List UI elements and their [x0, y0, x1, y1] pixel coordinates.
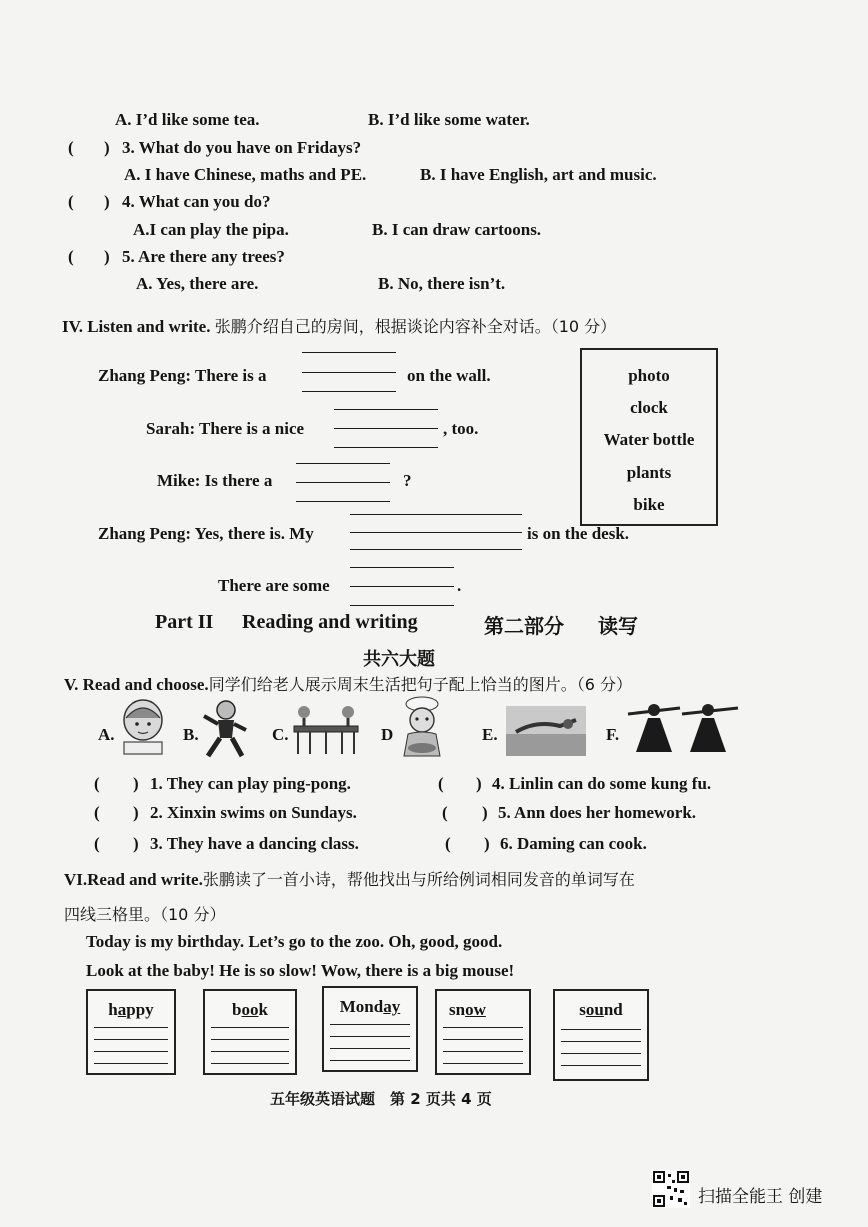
q5-question: 5. Are there any trees? [122, 247, 285, 266]
match-item-6: 6. Daming can cook. [500, 834, 647, 853]
part2-title-cn2: 读写 [598, 614, 638, 638]
q4-paren-close: ) [104, 192, 110, 211]
part2-title-en2: Reading and writing [242, 611, 418, 633]
dialog-line-5-after: . [457, 576, 462, 595]
section6-heading-cn2: 四线三格里。（10 分） [64, 905, 226, 924]
dialog-line-1-before: Zhang Peng: There is a [98, 366, 267, 385]
q3-paren-open: ( [68, 138, 74, 157]
page-footer: 五年级英语试题 第 2 页共 4 页 [270, 1090, 492, 1108]
q3-option-b: B. I have English, art and music. [420, 165, 657, 184]
phonics-card-monday [322, 986, 418, 1072]
section4-heading-en: IV. Listen and write. [62, 317, 211, 336]
word-bank-item: photo [628, 366, 670, 385]
dialog-line-3-before: Mike: Is there a [157, 471, 273, 490]
word-bank-item: clock [630, 398, 668, 417]
word-bank-box [580, 348, 718, 526]
match-paren-open: ( [445, 834, 451, 853]
boy-cooking-picture [394, 696, 450, 760]
q3-option-a: A. I have Chinese, maths and PE. [124, 165, 367, 184]
phonics-card-happy [86, 989, 176, 1075]
dialog-line-1-after: on the wall. [407, 366, 491, 385]
dialog-line-3-after: ? [403, 471, 412, 490]
q3-question: 3. What do you have on Fridays? [122, 138, 362, 157]
match-paren-close: ) [133, 803, 139, 822]
pic-label-f: F. [606, 725, 620, 744]
part2-subtitle: 共六大题 [363, 649, 435, 670]
q4-paren-open: ( [68, 192, 74, 211]
section6-heading-cn: 张鹏读了一首小诗，帮他找出与所给例词相同发音的单词写在 [202, 870, 635, 889]
card-word: Monday [339, 997, 401, 1016]
q3-paren-close: ) [104, 138, 110, 157]
phonics-card-sound [553, 989, 649, 1081]
q5-option-a: A. Yes, there are. [136, 274, 259, 293]
boy-kung-fu-picture [198, 698, 250, 760]
match-paren-open: ( [442, 803, 448, 822]
match-item-3: 3. They have a dancing class. [150, 834, 359, 853]
match-paren-open: ( [94, 803, 100, 822]
poem-line-1: Today is my birthday. Let’s go to the zoo. Oh, good, good. [86, 932, 503, 951]
match-paren-close: ) [133, 774, 139, 793]
qr-code-icon [652, 1170, 690, 1208]
dialog-line-2-before: Sarah: There is a nice [146, 419, 305, 438]
pic-label-d: D [381, 725, 394, 744]
match-paren-open: ( [94, 774, 100, 793]
q5-option-b: B. No, there isn’t. [378, 274, 506, 293]
section5-heading-cn: 同学们给老人展示周末生活把句子配上恰当的图片。（6 分） [208, 675, 632, 694]
scanner-watermark: 扫描全能王 创建 [698, 1187, 823, 1207]
dialog-line-4-before: Zhang Peng: Yes, there is. My [98, 524, 314, 543]
section4-heading-cn: 张鹏介绍自己的房间，根据谈论内容补全对话。（10 分） [214, 317, 617, 336]
word-bank-item: bike [633, 495, 665, 514]
match-paren-close: ) [484, 834, 490, 853]
girls-dancing-picture [622, 700, 742, 762]
match-item-4: 4. Linlin can do some kung fu. [492, 774, 712, 793]
match-item-1: 1. They can play ping-pong. [150, 774, 351, 793]
phonics-card-book [203, 989, 297, 1075]
section5-heading-en: V. Read and choose. [64, 675, 209, 694]
dialog-line-5-before: There are some [218, 576, 330, 595]
q4-question: 4. What can you do? [122, 192, 271, 211]
part2-title-en: Part II [155, 611, 214, 633]
match-item-5: 5. Ann does her homework. [498, 803, 697, 822]
q4-option-b: B. I can draw cartoons. [372, 220, 542, 239]
phonics-card-snow [435, 989, 531, 1075]
pic-label-e: E. [482, 725, 498, 744]
q2-option-b: B. I’d like some water. [368, 110, 530, 129]
q5-paren-open: ( [68, 247, 74, 266]
q2-option-a: A. I’d like some tea. [115, 110, 260, 129]
pic-label-b: B. [183, 725, 199, 744]
match-paren-open: ( [438, 774, 444, 793]
section6-heading-en: VI.Read and write. [64, 870, 203, 889]
card-word: happy [108, 1000, 154, 1019]
q5-paren-close: ) [104, 247, 110, 266]
girl-swimming-picture [506, 706, 586, 756]
section6-heading [64, 867, 635, 890]
match-paren-close: ) [133, 834, 139, 853]
ping-pong-picture [290, 704, 362, 756]
word-bank-item: Water bottle [603, 430, 695, 449]
girl-doing-homework-picture [118, 696, 168, 758]
dialog-line-2-after: , too. [443, 419, 479, 438]
q4-option-a: A.I can play the pipa. [133, 220, 289, 239]
match-paren-close: ) [482, 803, 488, 822]
pic-label-c: C. [272, 725, 289, 744]
card-word: sound [579, 1000, 623, 1019]
word-bank-item: plants [626, 463, 672, 482]
match-paren-open: ( [94, 834, 100, 853]
section5-heading [64, 672, 632, 695]
card-word: book [232, 1000, 268, 1019]
part2-title-cn: 第二部分 [484, 614, 564, 638]
dialog-line-4-after: is on the desk. [527, 524, 630, 543]
match-paren-close: ) [476, 774, 482, 793]
pic-label-a: A. [98, 725, 115, 744]
match-item-2: 2. Xinxin swims on Sundays. [150, 803, 357, 822]
card-word: snow [449, 1000, 486, 1019]
poem-line-2: Look at the baby! He is so slow! Wow, there is a big mouse! [86, 961, 515, 980]
section4-heading [62, 314, 616, 337]
